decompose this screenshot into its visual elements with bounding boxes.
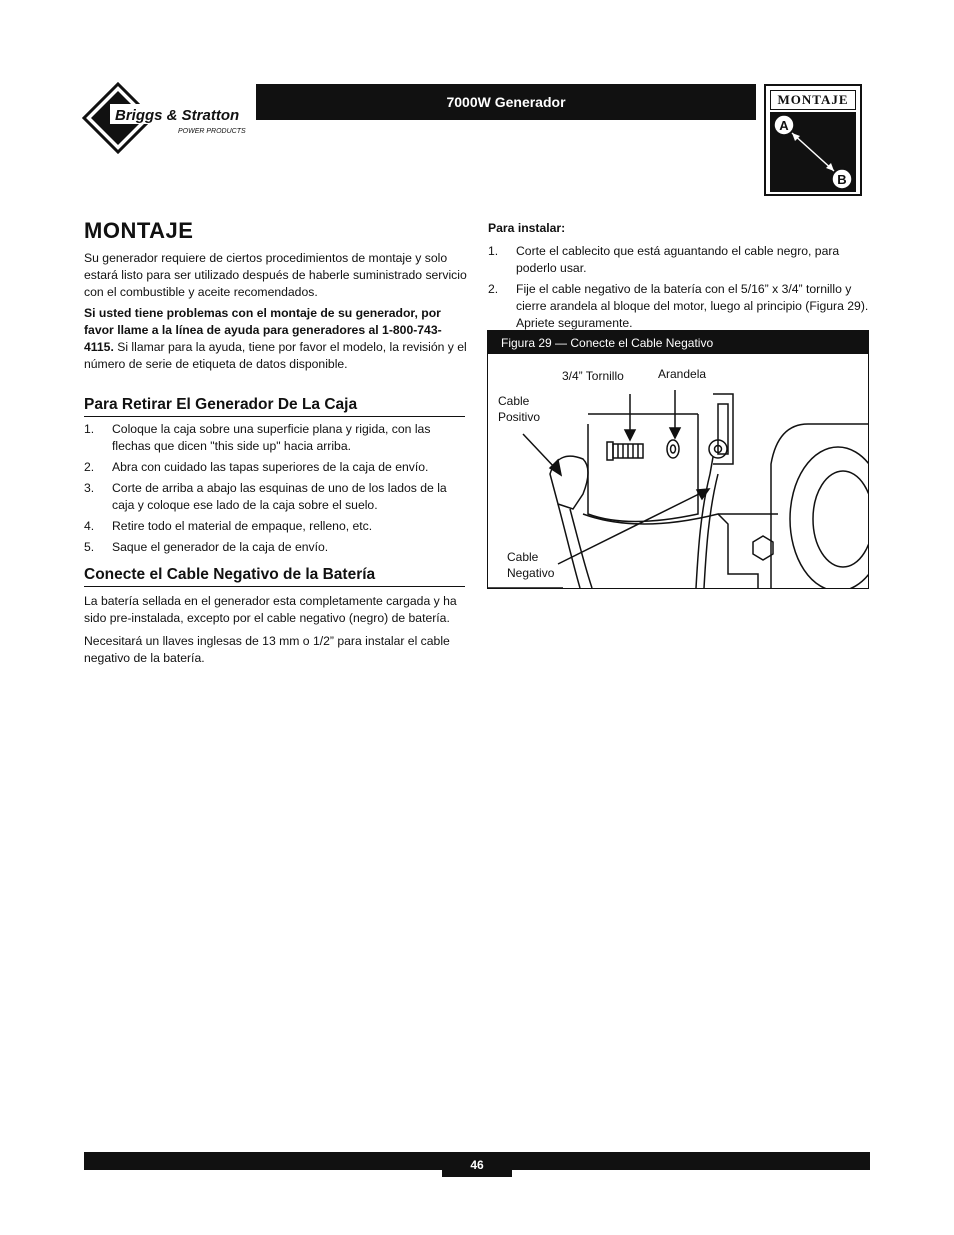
section-badge-title: MONTAJE (770, 90, 856, 110)
document-title-bar (256, 84, 756, 120)
list-item: 1. Corte el cablecito que está aguantando el cable negro, para poderlo usar. (488, 244, 840, 275)
install-steps-list (488, 243, 873, 336)
list-item: 2. Fije el cable negativo de la batería con el 5/16” x 3/4” tornillo y cierre arandela al bloque del motor, luego al principio (Figura 29). Apriete seguramente. (488, 282, 869, 330)
page-title: MONTAJE (84, 218, 194, 243)
assembly-a-to-b-icon (770, 112, 856, 192)
help-paragraph (84, 305, 469, 373)
list-item: 1. Coloque la caja sobre una superficie plana y rigida, con las flechas que dicen "this side up" hacia arriba. (84, 422, 431, 453)
cable-paragraph-2: Necesitará un llaves inglesas de 13 mm o 1/2” para instalar el cable negativo de la batería. (84, 634, 450, 665)
brand-tagline: POWER PRODUCTS (178, 128, 246, 135)
washer-label: Arandela (658, 367, 707, 381)
page-number: 46 (442, 1152, 512, 1177)
bolt-label: 3/4” Tornillo (562, 369, 624, 383)
svg-text:B: B (837, 172, 847, 187)
positive-cable-label: Cable Positivo (498, 394, 541, 424)
briggs-stratton-logo (82, 82, 254, 154)
svg-text:A: A (779, 118, 789, 133)
list-item: 4. Retire todo el material de empaque, relleno, etc. (84, 519, 373, 533)
figure-caption: Figura 29 — Conecte el Cable Negativo (488, 331, 868, 354)
list-item: 3. Corte de arriba a abajo las esquinas de uno de los lados de la caja y coloque ese lado de la caja sobre el suelo. (84, 481, 447, 512)
section-badge (764, 84, 862, 196)
help-text: Si llamar para la ayuda, tiene por favor el modelo, la revisión y el número de serie de etiqueta de datos disponible. (84, 340, 467, 371)
install-heading: Para instalar: (488, 221, 566, 235)
list-item: 5. Saque el generador de la caja de envío. (84, 540, 329, 554)
negative-cable-label: Cable Negativo (507, 550, 555, 580)
document-title: 7000W Generador (446, 94, 566, 110)
cable-section-heading: Conecte el Cable Negativo de la Batería (84, 566, 465, 587)
brand-name: Briggs & Stratton (115, 107, 240, 124)
figure-29 (487, 330, 869, 589)
list-item: 2. Abra con cuidado las tapas superiores de la caja de envío. (84, 460, 429, 474)
remove-steps-list (84, 421, 469, 560)
cable-paragraph-1: La batería sellada en el generador esta completamente cargada y ha sido pre-instalada, excepto por el cable negativo (negro) de batería. (84, 594, 457, 625)
intro-paragraph: Su generador requiere de ciertos procedimientos de montaje y solo estará listo para ser utilizado después de haberle suministrado servicio con el combustible y aceite recomendados. (84, 251, 467, 299)
remove-section-heading: Para Retirar El Generador De La Caja (84, 396, 465, 417)
help-bold-text: Si usted tiene problemas con el montaje de su generador, por favor llame a la línea de ayuda para generadores al 1-800-743-4115. (84, 306, 442, 354)
